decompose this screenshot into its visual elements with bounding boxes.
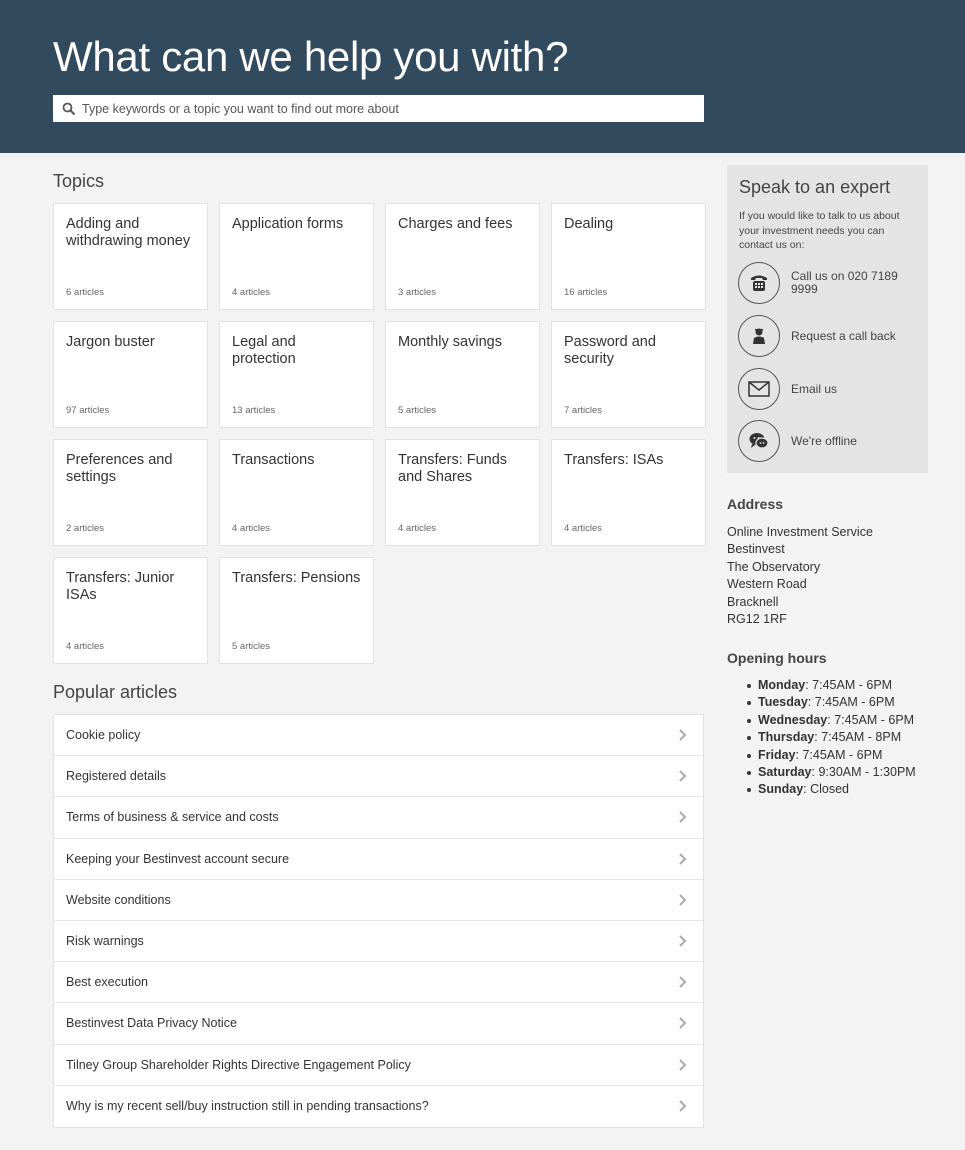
day-label: Friday bbox=[758, 747, 796, 762]
page-title: What can we help you with? bbox=[53, 33, 569, 80]
hours-value: : 9:30AM - 1:30PM bbox=[811, 765, 916, 780]
topic-card[interactable] bbox=[551, 321, 706, 428]
topic-card[interactable] bbox=[219, 321, 374, 428]
day-label: Wednesday bbox=[758, 712, 828, 727]
request-call-back-link[interactable] bbox=[738, 315, 923, 357]
topic-card[interactable] bbox=[551, 203, 706, 310]
search-icon bbox=[62, 102, 76, 116]
envelope-icon bbox=[738, 368, 780, 410]
address-heading: Address bbox=[727, 496, 784, 512]
chevron-right-icon bbox=[678, 1099, 688, 1113]
article-link[interactable]: Terms of business & service and costs bbox=[66, 810, 279, 825]
topic-count: 3 articles bbox=[398, 287, 437, 298]
topic-title: Preferences and settings bbox=[66, 452, 173, 485]
topic-count: 5 articles bbox=[232, 641, 271, 652]
topic-count: 2 articles bbox=[66, 523, 105, 534]
list-item bbox=[745, 729, 916, 746]
contact-label: Request a call back bbox=[791, 328, 896, 343]
topic-count: 16 articles bbox=[564, 287, 608, 298]
topic-title: Transactions bbox=[232, 452, 315, 468]
list-item bbox=[745, 694, 916, 711]
hero-banner bbox=[0, 0, 965, 153]
topic-title: Legal and protection bbox=[232, 334, 296, 367]
topic-title: Application forms bbox=[232, 216, 344, 232]
expert-intro: If you would like to talk to us about your investment needs you can contact us on: bbox=[739, 210, 900, 251]
list-item[interactable] bbox=[54, 921, 703, 962]
day-label: Saturday bbox=[758, 765, 812, 780]
article-link[interactable]: Risk warnings bbox=[66, 934, 144, 949]
list-item bbox=[745, 747, 916, 764]
call-us-link[interactable] bbox=[738, 262, 923, 304]
address-line: Western Road bbox=[727, 577, 807, 592]
topic-card[interactable] bbox=[385, 203, 540, 310]
day-label: Sunday bbox=[758, 782, 804, 797]
topic-count: 4 articles bbox=[564, 523, 603, 534]
list-item[interactable] bbox=[54, 1003, 703, 1044]
chat-icon bbox=[738, 420, 780, 462]
hours-value: : Closed bbox=[803, 782, 850, 797]
article-link[interactable]: Best execution bbox=[66, 975, 148, 990]
list-item[interactable] bbox=[54, 797, 703, 838]
topic-card[interactable] bbox=[53, 557, 208, 664]
opening-hours-heading: Opening hours bbox=[727, 650, 827, 666]
article-link[interactable]: Bestinvest Data Privacy Notice bbox=[66, 1016, 237, 1031]
address-line: Online Investment Service bbox=[727, 525, 873, 539]
topics-heading: Topics bbox=[53, 171, 105, 191]
chevron-right-icon bbox=[678, 769, 688, 783]
article-link[interactable]: Keeping your Bestinvest account secure bbox=[66, 851, 290, 866]
list-item[interactable] bbox=[54, 880, 703, 921]
topic-card[interactable] bbox=[385, 439, 540, 546]
day-label: Thursday bbox=[758, 730, 815, 745]
topic-card[interactable] bbox=[219, 557, 374, 664]
topic-title: Jargon buster bbox=[66, 334, 155, 350]
hours-value: : 7:45AM - 6PM bbox=[795, 747, 883, 762]
topic-title: Transfers: Pensions bbox=[232, 570, 361, 586]
list-item bbox=[745, 764, 916, 781]
topic-title: Adding and withdrawing money bbox=[66, 216, 191, 249]
topic-title: Charges and fees bbox=[398, 216, 513, 232]
article-link[interactable]: Tilney Group Shareholder Rights Directive Engagement Policy bbox=[66, 1057, 411, 1072]
list-item[interactable] bbox=[54, 962, 703, 1003]
contact-label: Call us on 020 7189 9999 bbox=[791, 269, 898, 296]
popular-articles-heading: Popular articles bbox=[53, 682, 178, 702]
list-item bbox=[745, 677, 916, 694]
list-item[interactable] bbox=[54, 1086, 703, 1127]
search-bar[interactable] bbox=[53, 95, 704, 122]
article-link[interactable]: Registered details bbox=[66, 769, 167, 784]
topic-count: 4 articles bbox=[66, 641, 105, 652]
topic-card[interactable] bbox=[219, 203, 374, 310]
topic-title: Dealing bbox=[564, 216, 614, 232]
search-input[interactable] bbox=[82, 102, 682, 116]
chat-status-link[interactable] bbox=[738, 420, 923, 462]
topic-card[interactable] bbox=[219, 439, 374, 546]
article-link[interactable]: Website conditions bbox=[66, 892, 171, 907]
topic-title: Transfers: Funds and Shares bbox=[398, 452, 508, 485]
chevron-right-icon bbox=[678, 852, 688, 866]
topic-card[interactable] bbox=[53, 439, 208, 546]
topic-count: 4 articles bbox=[232, 287, 271, 298]
expert-heading: Speak to an expert bbox=[739, 177, 891, 197]
person-icon bbox=[738, 315, 780, 357]
chevron-right-icon bbox=[678, 810, 688, 824]
list-item bbox=[745, 781, 916, 798]
topic-count: 6 articles bbox=[66, 287, 105, 298]
popular-articles-list bbox=[53, 714, 704, 1128]
list-item[interactable] bbox=[54, 1045, 703, 1086]
chevron-right-icon bbox=[678, 893, 688, 907]
address-line: Bestinvest bbox=[727, 542, 785, 557]
topic-title: Password and security bbox=[564, 334, 656, 367]
contact-label: We're offline bbox=[791, 433, 857, 448]
address-line: The Observatory bbox=[727, 559, 821, 574]
day-label: Monday bbox=[758, 678, 806, 692]
topic-title: Transfers: Junior ISAs bbox=[66, 570, 175, 603]
topic-count: 7 articles bbox=[564, 405, 603, 416]
topics-grid bbox=[53, 203, 704, 664]
article-link[interactable]: Cookie policy bbox=[66, 728, 141, 743]
topic-count: 4 articles bbox=[232, 523, 271, 534]
topic-count: 13 articles bbox=[232, 405, 276, 416]
phone-icon bbox=[738, 262, 780, 304]
topic-title: Transfers: ISAs bbox=[564, 452, 664, 468]
topic-card[interactable] bbox=[53, 321, 208, 428]
topic-count: 5 articles bbox=[398, 405, 437, 416]
chevron-right-icon bbox=[678, 975, 688, 989]
chevron-right-icon bbox=[678, 1016, 688, 1030]
contact-label: Email us bbox=[791, 381, 838, 396]
list-item[interactable] bbox=[54, 715, 703, 756]
email-us-link[interactable] bbox=[738, 368, 923, 410]
chevron-right-icon bbox=[678, 728, 688, 742]
topic-card[interactable] bbox=[551, 439, 706, 546]
chevron-right-icon bbox=[678, 934, 688, 948]
topic-card[interactable] bbox=[385, 321, 540, 428]
hours-value: : 7:45AM - 6PM bbox=[807, 695, 895, 710]
article-link[interactable]: Why is my recent sell/buy instruction still in pending transactions? bbox=[66, 1099, 429, 1114]
address-block bbox=[727, 524, 873, 628]
topic-card[interactable] bbox=[53, 203, 208, 310]
hours-value: : 7:45AM - 6PM bbox=[827, 712, 915, 727]
address-line: RG12 1RF bbox=[727, 612, 787, 627]
address-line: Bracknell bbox=[727, 594, 779, 609]
topic-count: 97 articles bbox=[66, 405, 110, 416]
topic-title: Monthly savings bbox=[398, 334, 502, 350]
speak-to-expert-panel bbox=[727, 165, 928, 473]
day-label: Tuesday bbox=[758, 695, 808, 710]
list-item bbox=[745, 712, 916, 729]
chevron-right-icon bbox=[678, 1058, 688, 1072]
list-item[interactable] bbox=[54, 839, 703, 880]
opening-hours-list bbox=[745, 677, 916, 799]
hours-value: : 7:45AM - 8PM bbox=[814, 730, 902, 745]
list-item[interactable] bbox=[54, 756, 703, 797]
hours-value: : 7:45AM - 6PM bbox=[805, 678, 893, 692]
topic-count: 4 articles bbox=[398, 523, 437, 534]
